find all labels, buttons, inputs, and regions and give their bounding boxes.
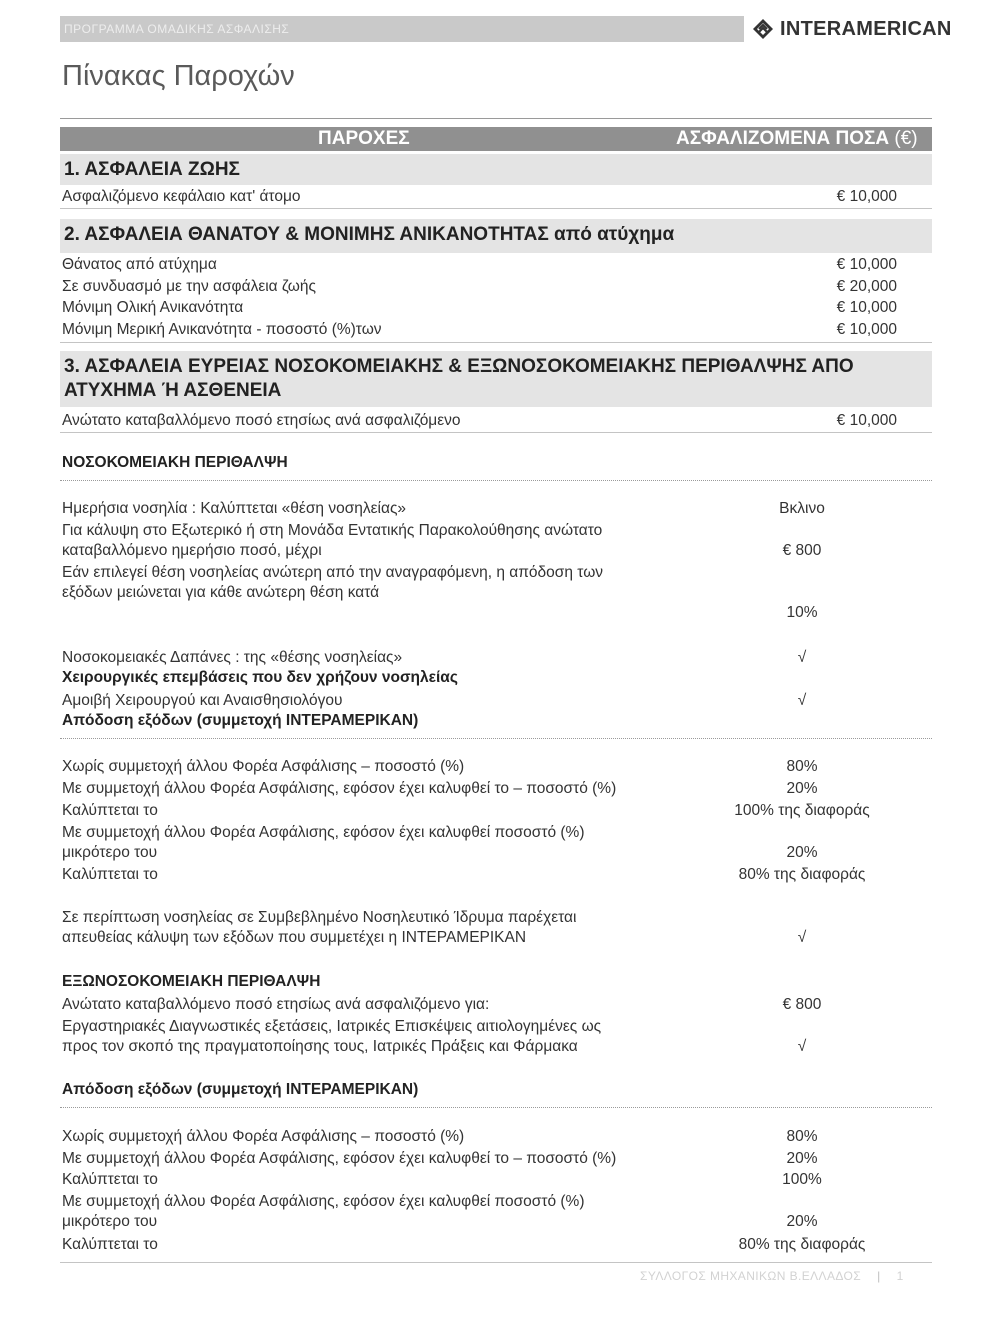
table-row — [62, 801, 932, 821]
table-row — [62, 691, 932, 711]
surgery-heading: Χειρουργικές επεμβάσεις που δεν χρήζουν νοσηλείας — [62, 669, 458, 686]
row-value: € 10,000 — [836, 256, 897, 273]
row-label: Ημερήσια νοσηλία : Καλύπτεται «θέση νοσηλείας» — [62, 500, 407, 517]
reimbursement-heading: Απόδοση εξόδων (συμμετοχή ΙΝΤΕΡΑΜΕΡΙΚΑΝ) — [62, 1081, 419, 1098]
table-header — [60, 127, 932, 151]
row-label-line2: προς τον σκοπό της πραγματοποίησης τους, Ιατρικές Πράξεις και Φάρμακα — [62, 1038, 578, 1055]
row-label-line2: μικρότερο του — [62, 844, 158, 861]
row-label: Ασφαλιζόμενο κεφάλαιο κατ' άτομο — [62, 188, 301, 205]
row-label: Καλύπτεται το — [62, 1236, 158, 1253]
check-mark: √ — [797, 649, 807, 666]
row-label-line1: Εάν επιλεγεί θέση νοσηλείας ανώτερη από την αναγραφόμενη, η απόδοση των — [62, 564, 604, 581]
table-row — [62, 865, 932, 885]
row-label: Χωρίς συμμετοχή άλλου Φορέα Ασφάλισης – ποσοστό (%) — [62, 758, 465, 775]
page-number: 1 — [896, 1269, 904, 1283]
row-value: 20% — [786, 1150, 818, 1167]
check-mark: √ — [797, 929, 807, 946]
table-row — [62, 187, 932, 207]
row-label: Με συμμετοχή άλλου Φορέα Ασφάλισης, εφόσον έχει καλυφθεί το – ποσοστό (%) — [62, 1150, 617, 1167]
interamerican-logo-icon — [752, 18, 774, 40]
section-title-line1: 3. ΑΣΦΑΛΕΙΑ ΕΥΡΕΙΑΣ ΝΟΣΟΚΟΜΕΙΑΚΗΣ & ΕΞΩΝΟΣΟΚΟΜΕΙΑΚΗΣ ΠΕΡΙΘΑΛΨΗΣ ΑΠΟ — [64, 356, 854, 377]
section-hospital-care — [60, 351, 932, 407]
table-row — [62, 1017, 932, 1057]
dotted-divider — [60, 738, 932, 739]
section-life-insurance: 1. ΑΣΦΑΛΕΙΑ ΖΩΗΣ — [60, 154, 932, 185]
row-value: € 10,000 — [836, 299, 897, 316]
section-accident-insurance: 2. ΑΣΦΑΛΕΙΑ ΘΑΝΑΤΟΥ & ΜΟΝΙΜΗΣ ΑΝΙΚΑΝΟΤΗΤΑΣ από ατύχημα — [60, 219, 932, 253]
footer-text: ΣΥΛΛΟΓΟΣ ΜΗΧΑΝΙΚΩΝ Β.ΕΛΛΑΔΟΣ — [640, 1269, 862, 1283]
page-title: Πίνακας Παροχών — [62, 60, 295, 92]
row-label-line2: εξόδων μειώνεται για κάθε ανώτερη θέση κατά — [62, 584, 380, 601]
table-row — [62, 823, 932, 863]
row-label: Νοσοκομειακές Δαπάνες : της «θέσης νοσηλείας» — [62, 649, 403, 666]
page-footer — [640, 1269, 904, 1283]
table-row — [62, 995, 932, 1015]
table-row — [62, 1235, 932, 1255]
row-label: Μόνιμη Ολική Ανικανότητα — [62, 299, 244, 316]
row-value: 10% — [786, 604, 818, 621]
row-label-line2: καταβαλλόμενο ημερήσιο ποσό, μέχρι — [62, 542, 322, 559]
row-label: Καλύπτεται το — [62, 1171, 158, 1188]
row-label: Θάνατος από ατύχημα — [62, 256, 217, 273]
row-label: Καλύπτεται το — [62, 802, 158, 819]
footer-separator: | — [877, 1269, 881, 1283]
row-label: Σε συνδυασμό με την ασφάλεια ζωής — [62, 278, 316, 295]
row-label: Αμοιβή Χειρουργού και Αναισθησιολόγου — [62, 692, 343, 709]
row-value: 100% της διαφοράς — [734, 802, 870, 819]
divider — [60, 208, 932, 209]
row-label-line1: Για κάλυψη στο Εξωτερικό ή στη Μονάδα Εντατικής Παρακολούθησης ανώτατο — [62, 522, 603, 539]
table-row — [62, 499, 932, 519]
divider — [60, 432, 932, 433]
row-label-line1: Εργαστηριακές Διαγνωστικές εξετάσεις, Ιατρικές Επισκέψεις αιτιολογημένες ως — [62, 1018, 602, 1035]
row-label-line1: Με συμμετοχή άλλου Φορέα Ασφάλισης, εφόσον έχει καλυφθεί ποσοστό (%) — [62, 824, 585, 841]
check-mark: √ — [797, 1038, 807, 1055]
amounts-column-header — [676, 128, 918, 150]
divider — [60, 342, 932, 343]
table-row — [62, 1149, 932, 1169]
row-value: € 20,000 — [836, 278, 897, 295]
benefits-column-header: ΠΑΡΟΧΕΣ — [318, 128, 410, 149]
table-row — [62, 1170, 932, 1190]
row-value: 80% της διαφοράς — [738, 1236, 866, 1253]
currency-unit: (€) — [894, 128, 918, 149]
company-logo — [752, 14, 952, 44]
row-label: Καλύπτεται το — [62, 866, 158, 883]
logo-text: INTERAMERICAN — [780, 17, 952, 40]
row-value: € 800 — [782, 542, 822, 559]
row-label: Χωρίς συμμετοχή άλλου Φορέα Ασφάλισης – ποσοστό (%) — [62, 1128, 465, 1145]
row-label-line1: Σε περίπτωση νοσηλείας σε Συμβεβλημένο Νοσηλευτικό Ίδρυμα παρέχεται — [62, 909, 577, 926]
row-value: 20% — [786, 844, 818, 861]
row-label-line1: Με συμμετοχή άλλου Φορέα Ασφάλισης, εφόσον έχει καλυφθεί ποσοστό (%) — [62, 1193, 585, 1210]
row-value: 20% — [786, 1213, 818, 1230]
row-label-line2: μικρότερο του — [62, 1213, 158, 1230]
table-row — [62, 648, 932, 668]
table-row — [62, 1192, 932, 1232]
table-row — [62, 908, 932, 948]
table-row — [62, 277, 932, 297]
section-title-line2: ΑΤΥΧΗΜΑ Ή ΑΣΘΕΝΕΙΑ — [64, 380, 282, 401]
table-row — [62, 320, 932, 340]
title-divider — [60, 118, 932, 119]
row-label: Μόνιμη Μερική Ανικανότητα - ποσοστό (%)των — [62, 321, 382, 338]
table-row — [62, 255, 932, 275]
row-value: 80% της διαφοράς — [738, 866, 866, 883]
row-value: 100% — [782, 1171, 822, 1188]
row-label: Ανώτατο καταβαλλόμενο ποσό ετησίως ανά ασφαλιζόμενο για: — [62, 996, 490, 1013]
row-value: 80% — [786, 758, 818, 775]
table-row — [62, 563, 932, 621]
divider — [60, 1262, 932, 1263]
program-banner: ΠΡΟΓΡΑΜΜΑ ΟΜΑΔΙΚΗΣ ΑΣΦΑΛΙΣΗΣ — [60, 16, 744, 42]
table-row — [62, 757, 932, 777]
table-row — [62, 298, 932, 318]
row-label: Ανώτατο καταβαλλόμενο ποσό ετησίως ανά ασφαλιζόμενο — [62, 412, 461, 429]
table-row — [62, 411, 932, 431]
amounts-header-label: ΑΣΦΑΛΙΖΟΜΕΝΑ ΠΟΣΑ — [676, 128, 890, 149]
row-value: Βκλινο — [779, 500, 825, 517]
table-row — [62, 521, 932, 561]
row-value: € 10,000 — [836, 321, 897, 338]
reimbursement-heading: Απόδοση εξόδων (συμμετοχή ΙΝΤΕΡΑΜΕΡΙΚΑΝ) — [62, 712, 419, 729]
row-label-line2: απευθείας κάλυψη των εξόδων που συμμετέχει η ΙΝΤΕΡΑΜΕΡΙΚΑΝ — [62, 929, 527, 946]
check-mark: √ — [797, 692, 807, 709]
row-value: € 10,000 — [836, 412, 897, 429]
table-row — [62, 779, 932, 799]
row-value: € 10,000 — [836, 188, 897, 205]
row-label: Με συμμετοχή άλλου Φορέα Ασφάλισης, εφόσον έχει καλυφθεί το – ποσοστό (%) — [62, 780, 617, 797]
dotted-divider — [60, 480, 932, 481]
subsection-title-outpatient: ΕΞΩΝΟΣΟΚΟΜΕΙΑΚΗ ΠΕΡΙΘΑΛΨΗ — [62, 973, 321, 990]
row-value: € 800 — [782, 996, 822, 1013]
dotted-divider — [60, 1107, 932, 1108]
subsection-title-hospital: ΝΟΣΟΚΟΜΕΙΑΚΗ ΠΕΡΙΘΑΛΨΗ — [62, 454, 288, 471]
table-row — [62, 1127, 932, 1147]
row-value: 20% — [786, 780, 818, 797]
row-value: 80% — [786, 1128, 818, 1145]
